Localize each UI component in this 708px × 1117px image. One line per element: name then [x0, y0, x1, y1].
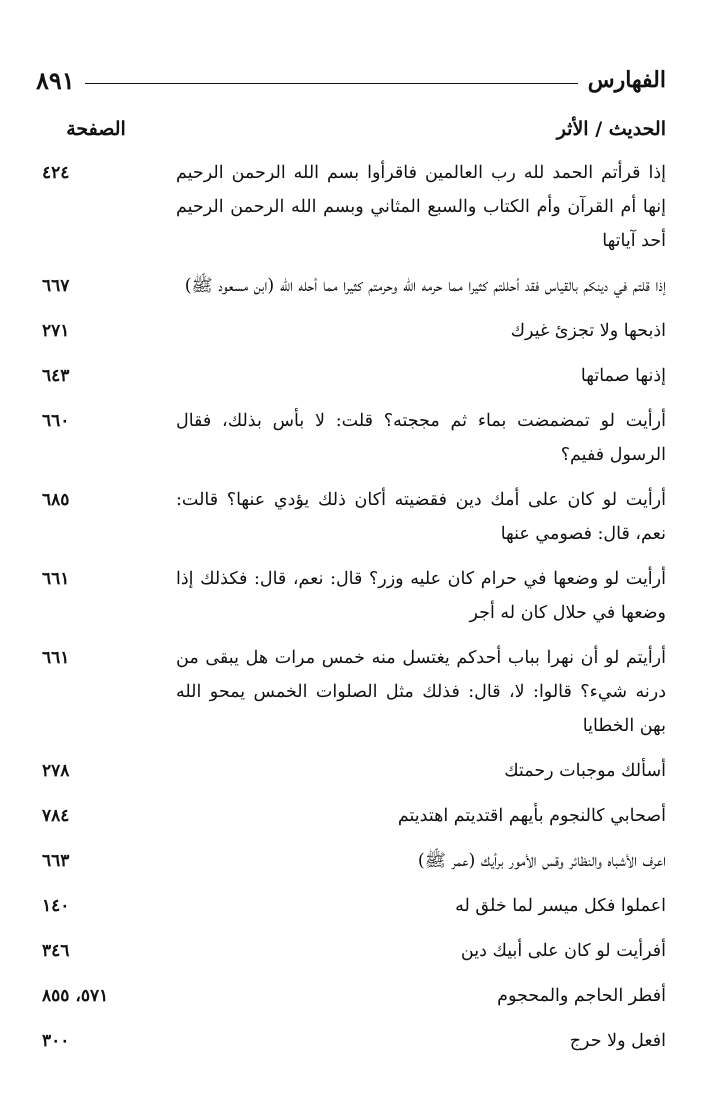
- index-entry: [36, 844, 666, 878]
- entry-text: أرأيتم لو أن نهرا بباب أحدكم يغتسل منه خمس مرات هل يبقى من درنه شيء؟ قالوا: لا، قال: فذلك مثل الصلوات الخمس يمحو الله بهن الخطايا: [176, 648, 666, 736]
- index-entry: [36, 314, 666, 348]
- entry-page-number: ١٤٠: [42, 896, 70, 916]
- entry-page-number: ٥٧١، ٨٥٥: [42, 986, 109, 1006]
- entry-text: إذا قرأتم الحمد لله رب العالمين فاقرأوا بسم الله الرحمن الرحيم إنها أم القرآن وأم الكتاب والسبع المثاني وبسم الله الرحمن الرحيم أحد آياتها: [176, 163, 666, 251]
- entry-page-number: ٣٠٠: [42, 1031, 70, 1051]
- index-entry: [36, 359, 666, 393]
- entry-page-number: ٦٤٣: [42, 366, 70, 386]
- entry-page-number: ٤٢٤: [42, 163, 70, 183]
- entry-text: أرأيت لو تمضمضت بماء ثم مججته؟ قلت: لا بأس بذلك، فقال الرسول ففيم؟: [176, 411, 666, 465]
- index-entry: [36, 483, 666, 551]
- index-entry: [36, 641, 666, 743]
- column-heading-page: الصفحة: [66, 118, 126, 140]
- running-title: الفهارس: [587, 67, 666, 93]
- entry-page-number: ٦٦٧: [42, 276, 70, 296]
- index-entry: [36, 269, 666, 303]
- entry-text: اعملوا فكل ميسر لما خلق له: [455, 896, 666, 916]
- index-entries: [36, 156, 666, 1058]
- index-entry: [36, 1024, 666, 1058]
- index-entry: [36, 934, 666, 968]
- index-entry: [36, 754, 666, 788]
- entry-text: افعل ولا حرج: [569, 1031, 666, 1051]
- entry-text: أرأيت لو وضعها في حرام كان عليه وزر؟ قال: نعم، قال: فكذلك إذا وضعها في حلال كان له أجر: [176, 569, 666, 623]
- entry-text: أرأيت لو كان على أمك دين فقضيته أكان ذلك يؤدي عنها؟ قالت: نعم، قال: فصومي عنها: [176, 490, 666, 544]
- entry-text: أفطر الحاجم والمحجوم: [497, 986, 666, 1006]
- running-header: [36, 62, 666, 98]
- entry-page-number: ٢٧٨: [42, 761, 70, 781]
- column-heading-hadith: الحديث / الأثر: [556, 118, 666, 140]
- index-entry: [36, 799, 666, 833]
- page-number: ٨٩١: [36, 65, 75, 95]
- entry-page-number: ٦٦١: [42, 648, 70, 668]
- entry-text: إذا قلتم في دينكم بالقياس فقد أحللتم كثيرا مما حرمه الله وحرمتم كثيرا مما أحله الله (ابن مسعود ﷺ): [184, 276, 666, 296]
- entry-text: إذنها صماتها: [580, 366, 666, 386]
- entry-text: اعرف الأشباه والنظائر وقس الأمور برأيك (عمر ﷺ): [417, 851, 666, 871]
- entry-text: أصحابي كالنجوم بأيهم اقتديتم اهتديتم: [397, 806, 666, 826]
- entry-page-number: ٧٨٤: [42, 806, 70, 826]
- entry-page-number: ٦٦٠: [42, 411, 70, 431]
- index-entry: [36, 979, 666, 1013]
- index-page: [36, 62, 666, 1069]
- index-entry: [36, 562, 666, 630]
- entry-text: أفرأيت لو كان على أبيك دين: [460, 941, 666, 961]
- entry-page-number: ٦٦١: [42, 569, 70, 589]
- entry-page-number: ٦٦٣: [42, 851, 70, 871]
- index-entry: [36, 156, 666, 258]
- entry-page-number: ٦٨٥: [42, 490, 70, 510]
- entry-page-number: ٣٤٦: [42, 941, 70, 961]
- column-headers: [36, 118, 666, 152]
- entry-text: أسألك موجبات رحمتك: [504, 761, 666, 781]
- entry-text: اذبحها ولا تجزئ غيرك: [510, 321, 666, 341]
- entry-page-number: ٢٧١: [42, 321, 70, 341]
- index-entry: [36, 889, 666, 923]
- header-rule: [85, 83, 578, 84]
- index-entry: [36, 404, 666, 472]
